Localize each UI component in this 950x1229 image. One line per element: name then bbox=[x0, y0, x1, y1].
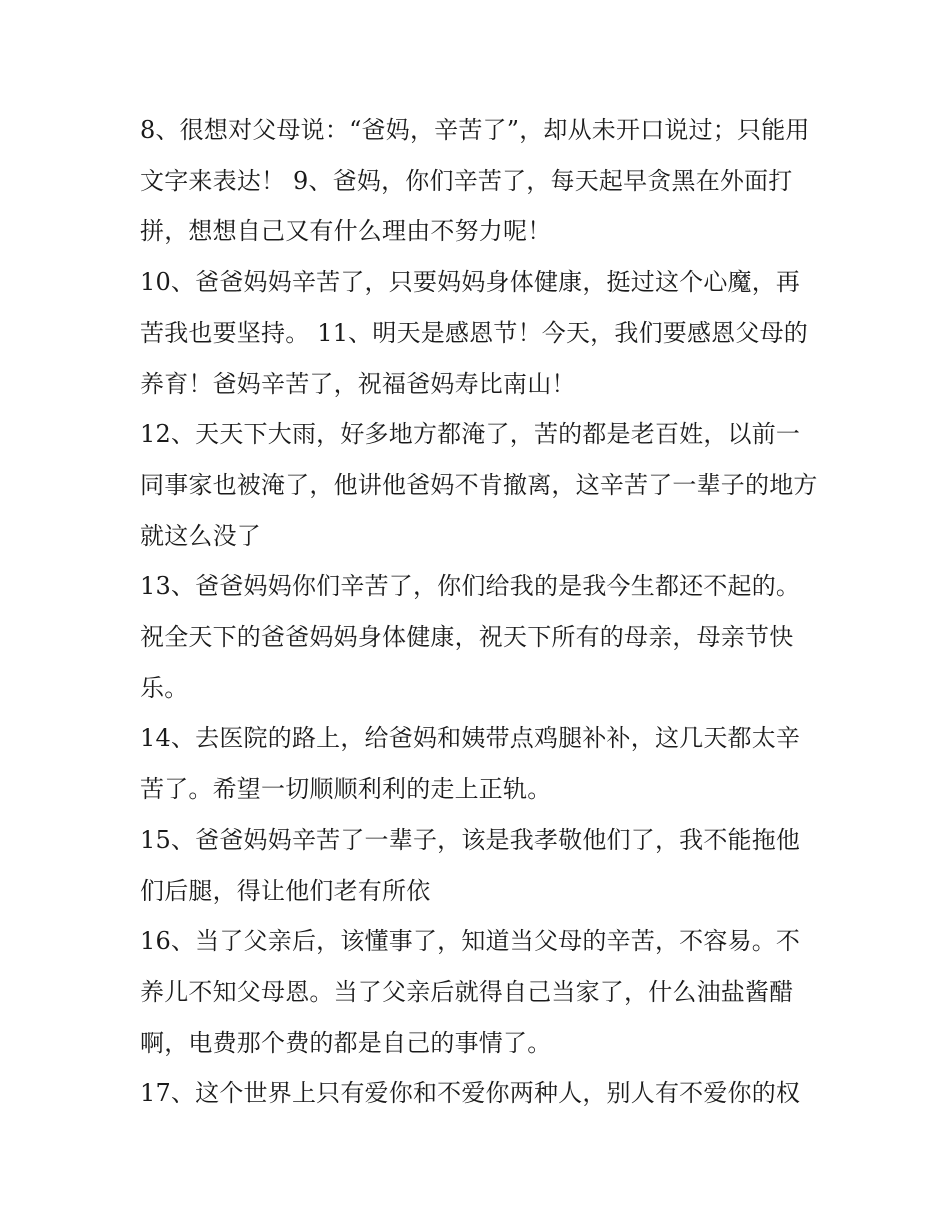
document-body bbox=[140, 105, 820, 1119]
paragraph-item-16: 16、当了父亲后，该懂事了，知道当父母的辛苦，不容易。不养儿不知父母恩。当了父亲后就得自己当家了，什么油盐酱醋啊，电费那个费的都是自己的事情了。 bbox=[140, 927, 801, 1057]
paragraph-item-15: 15、爸爸妈妈辛苦了一辈子，该是我孝敬他们了，我不能拖他们后腿，得让他们老有所依 bbox=[140, 825, 801, 905]
paragraph-item-8-9: 8、很想对父母说：“爸妈，辛苦了”，却从未开口说过；只能用文字来表达！ 9、爸妈，你们辛苦了，每天起早贪黑在外面打拼，想想自己又有什么理由不努力呢！ bbox=[140, 116, 810, 246]
paragraph-item-12: 12、天天下大雨，好多地方都淹了，苦的都是老百姓，以前一同事家也被淹了，他讲他爸妈不肯撤离，这辛苦了一辈子的地方就这么没了 bbox=[140, 420, 818, 550]
paragraph-item-10-11: 10、爸爸妈妈辛苦了，只要妈妈身体健康，挺过这个心魔，再苦我也要坚持。 11、明天是感恩节！今天，我们要感恩父母的养育！爸妈辛苦了，祝福爸妈寿比南山！ bbox=[140, 268, 808, 398]
paragraph-item-13: 13、爸爸妈妈你们辛苦了，你们给我的是我今生都还不起的。祝全天下的爸爸妈妈身体健康，祝天下所有的母亲，母亲节快乐。 bbox=[140, 572, 801, 702]
paragraph-item-14: 14、去医院的路上，给爸妈和姨带点鸡腿补补，这几天都太辛苦了。希望一切顺顺利利的走上正轨。 bbox=[140, 724, 801, 804]
paragraph-item-17: 17、这个世界上只有爱你和不爱你两种人，别人有不爱你的权 bbox=[140, 1079, 801, 1108]
